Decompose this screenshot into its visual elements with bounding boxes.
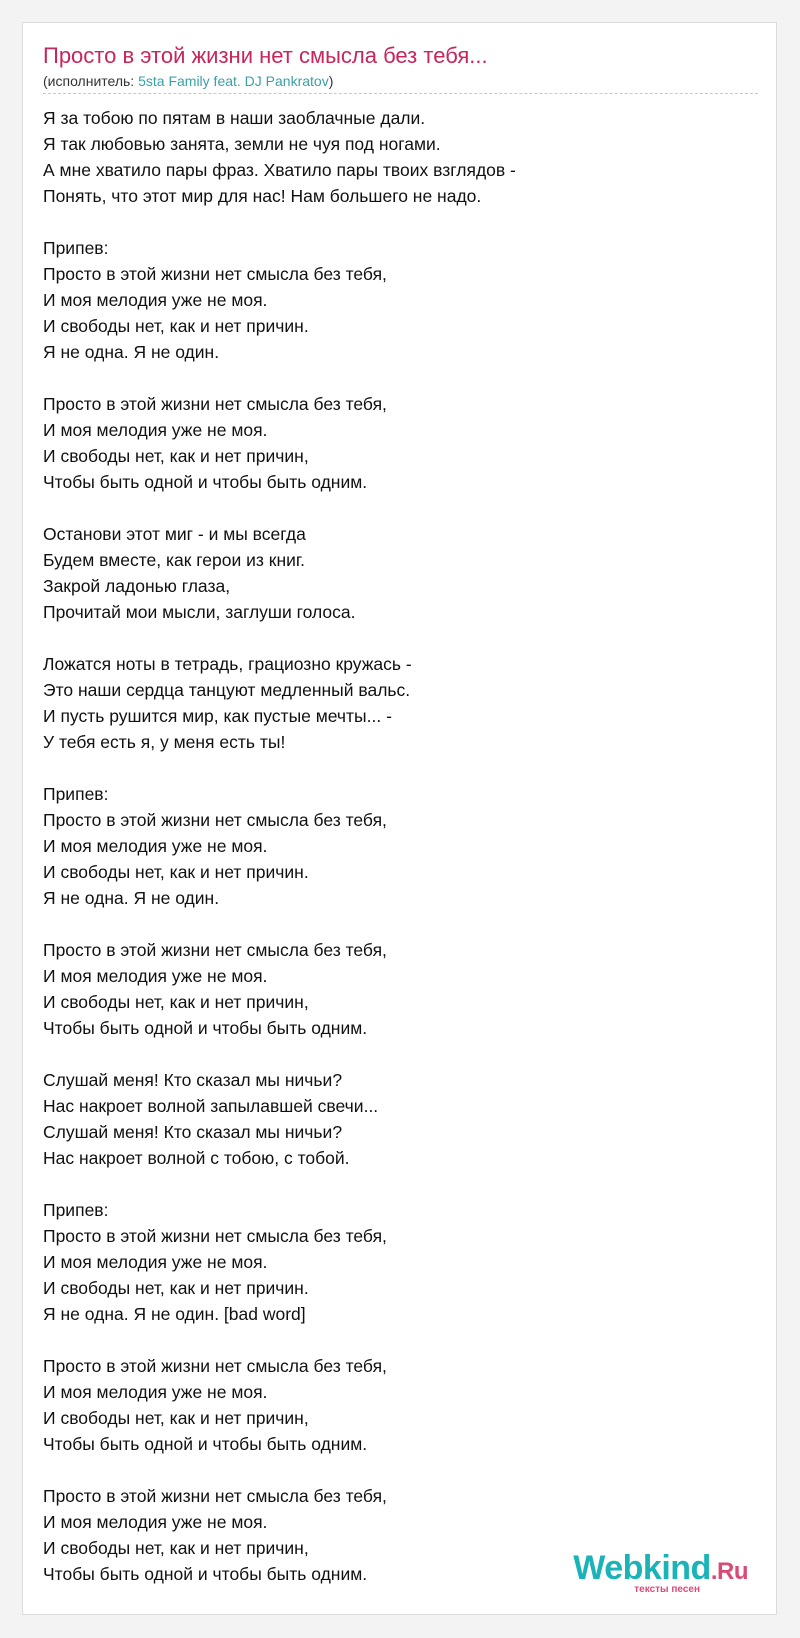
- stanza-gap: [43, 495, 743, 521]
- artist-prefix: (исполнитель:: [43, 73, 139, 89]
- lyric-line: Я за тобою по пятам в наши заоблачные дали.: [43, 108, 426, 128]
- stanza-gap: [43, 911, 743, 937]
- lyric-line: Слушай меня! Кто сказал мы ничьи?: [43, 1122, 343, 1142]
- song-title: Просто в этой жизни нет смысла без тебя...: [43, 43, 488, 68]
- lyric-line: Чтобы быть одной и чтобы быть одним.: [43, 472, 368, 492]
- lyric-line: Припев:: [43, 238, 109, 258]
- lyric-line: Нас накроет волной запылавшей свечи...: [43, 1096, 379, 1116]
- lyric-line: И свободы нет, как и нет причин,: [43, 446, 309, 466]
- lyric-line: И свободы нет, как и нет причин,: [43, 1538, 309, 1558]
- lyric-line: У тебя есть я, у меня есть ты!: [43, 732, 286, 752]
- lyric-line: Я так любовью занята, земли не чуя под ногами.: [43, 134, 441, 154]
- stanza-gap: [43, 625, 743, 651]
- lyric-line: Чтобы быть одной и чтобы быть одним.: [43, 1564, 368, 1584]
- lyric-line: Чтобы быть одной и чтобы быть одним.: [43, 1018, 368, 1038]
- lyric-line: И моя мелодия уже не моя.: [43, 290, 268, 310]
- lyric-line: Просто в этой жизни нет смысла без тебя,: [43, 264, 387, 284]
- stanza-gap: [43, 365, 743, 391]
- lyric-line: Я не одна. Я не один.: [43, 342, 220, 362]
- artist-line: [43, 72, 333, 90]
- lyrics-card: [22, 22, 777, 1615]
- lyrics-body: [43, 105, 743, 1587]
- stanza-gap: [43, 1041, 743, 1067]
- lyric-line: Понять, что этот мир для нас! Нам большего не надо.: [43, 186, 482, 206]
- title-divider: [43, 93, 758, 94]
- lyric-line: И свободы нет, как и нет причин,: [43, 992, 309, 1012]
- lyric-line: Просто в этой жизни нет смысла без тебя,: [43, 394, 387, 414]
- artist-link[interactable]: 5sta Family feat. DJ Pankratov: [138, 73, 329, 89]
- lyric-line: Просто в этой жизни нет смысла без тебя,: [43, 1226, 387, 1246]
- logo-tld: .Ru: [710, 1558, 748, 1585]
- lyric-line: Просто в этой жизни нет смысла без тебя,: [43, 1356, 387, 1376]
- lyric-line: Это наши сердца танцуют медленный вальс.: [43, 680, 411, 700]
- lyric-line: Припев:: [43, 784, 109, 804]
- lyric-line: А мне хватило пары фраз. Хватило пары твоих взглядов -: [43, 160, 516, 180]
- stanza-gap: [43, 209, 743, 235]
- lyric-line: И свободы нет, как и нет причин.: [43, 1278, 309, 1298]
- site-logo[interactable]: [548, 1550, 748, 1598]
- lyric-line: Просто в этой жизни нет смысла без тебя,: [43, 940, 387, 960]
- lyric-line: Слушай меня! Кто сказал мы ничьи?: [43, 1070, 343, 1090]
- lyric-line: И моя мелодия уже не моя.: [43, 1252, 268, 1272]
- lyric-line: И моя мелодия уже не моя.: [43, 1382, 268, 1402]
- lyric-line: Останови этот миг - и мы всегда: [43, 524, 306, 544]
- logo-name: Webkind: [573, 1549, 711, 1587]
- lyric-line: Чтобы быть одной и чтобы быть одним.: [43, 1434, 368, 1454]
- stanza-gap: [43, 1327, 743, 1353]
- lyric-line: И свободы нет, как и нет причин,: [43, 1408, 309, 1428]
- lyric-line: Просто в этой жизни нет смысла без тебя,: [43, 1486, 387, 1506]
- logo-tagline: тексты песен: [634, 1584, 700, 1595]
- lyric-line: И моя мелодия уже не моя.: [43, 1512, 268, 1532]
- lyric-line: И свободы нет, как и нет причин.: [43, 862, 309, 882]
- lyric-line: И моя мелодия уже не моя.: [43, 836, 268, 856]
- lyric-line: Я не одна. Я не один. [bad word]: [43, 1304, 306, 1324]
- lyric-line: Нас накроет волной с тобою, с тобой.: [43, 1148, 350, 1168]
- lyric-line: Просто в этой жизни нет смысла без тебя,: [43, 810, 387, 830]
- lyric-line: Закрой ладонью глаза,: [43, 576, 231, 596]
- lyric-line: И пусть рушится мир, как пустые мечты... -: [43, 706, 392, 726]
- lyric-line: Припев:: [43, 1200, 109, 1220]
- lyric-line: И свободы нет, как и нет причин.: [43, 316, 309, 336]
- stanza-gap: [43, 755, 743, 781]
- artist-suffix: ): [328, 73, 334, 89]
- lyric-line: Ложатся ноты в тетрадь, грациозно кружась -: [43, 654, 412, 674]
- lyric-line: И моя мелодия уже не моя.: [43, 966, 268, 986]
- lyric-line: Я не одна. Я не один.: [43, 888, 220, 908]
- lyric-line: Будем вместе, как герои из книг.: [43, 550, 305, 570]
- lyric-line: Прочитай мои мысли, заглуши голоса.: [43, 602, 356, 622]
- lyric-line: И моя мелодия уже не моя.: [43, 420, 268, 440]
- stanza-gap: [43, 1171, 743, 1197]
- stanza-gap: [43, 1457, 743, 1483]
